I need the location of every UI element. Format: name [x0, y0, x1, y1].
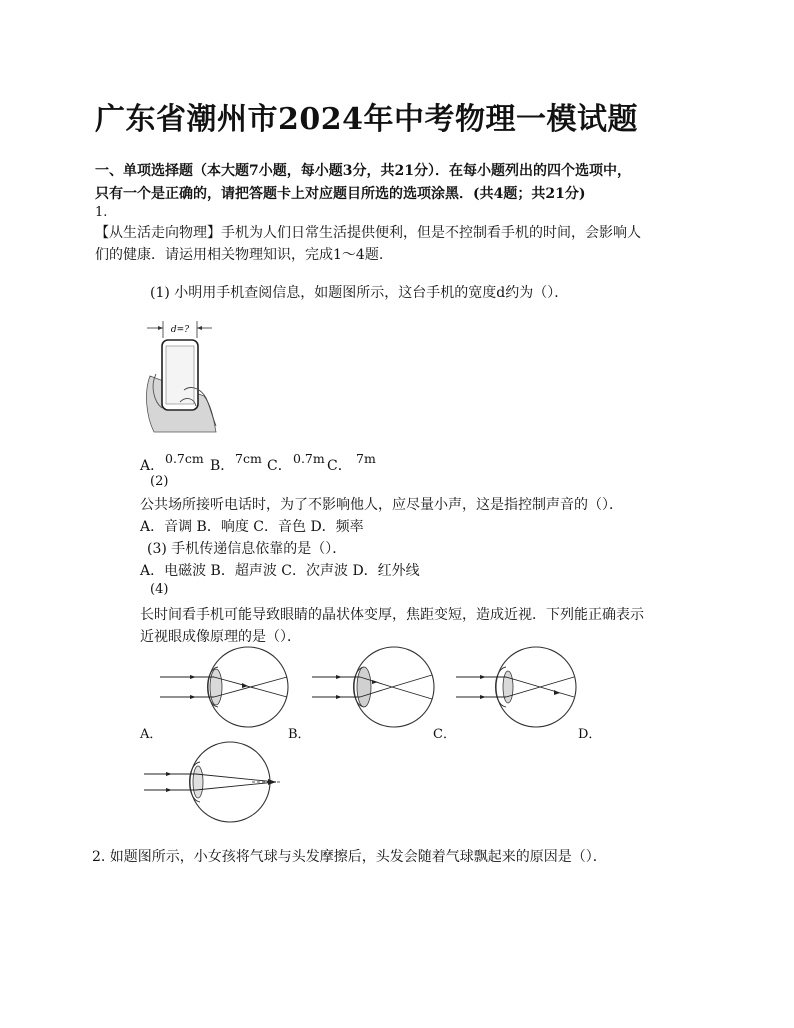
sub-question-3-stem: (3) 手机传递信息依靠的是（）． [147, 541, 347, 557]
eye-diagram-a [160, 645, 290, 730]
sub-question-1-stem: (1) 小明用手机查阅信息，如题图所示，这台手机的宽度d约为（）． [150, 285, 569, 301]
question-1-number: 1. [95, 205, 108, 220]
sub-question-4-stem-line-2: 近视眼成像原理的是（）． [140, 629, 301, 645]
sub-question-2-options: A．音调 B．响度 C．音色 D．频率 [140, 519, 364, 535]
eye-diagram-d [140, 740, 285, 825]
option-d-letter: C． [327, 458, 352, 474]
eye-option-d-label: D． [578, 727, 602, 742]
sub-question-3-options: A．电磁波 B．超声波 C．次声波 D．红外线 [140, 563, 420, 579]
section-heading-line-1: 一、单项选择题（本大题7小题，每小题3分，共21分）．在每小题列出的四个选项中， [95, 163, 631, 179]
eye-option-a-label: A． [140, 727, 163, 742]
option-c-value: 0.7m [293, 451, 325, 466]
page-title: 广东省潮州市2024年中考物理一模试题 [95, 102, 638, 137]
eye-option-b-label: B． [288, 727, 311, 742]
sub-question-2-number: (2) [150, 474, 169, 489]
option-d-value: 7m [356, 451, 376, 466]
question-1-intro-line-2: 们的健康．请运用相关物理知识，完成1～4题. [95, 247, 384, 263]
question-1-intro-line-1: 【从生活走向物理】手机为人们日常生活提供便利，但是不控制看手机的时间，会影响人 [95, 225, 641, 241]
option-b-letter: B． [210, 458, 235, 474]
sub-question-2-stem: 公共场所接听电话时，为了不影响他人，应尽量小声，这是指控制声音的（）． [140, 497, 623, 513]
eye-option-c-label: C． [433, 727, 456, 742]
sub-question-4-number: (4) [150, 582, 169, 597]
eye-diagram-b [312, 645, 442, 730]
option-c-letter: C． [267, 458, 292, 474]
option-a-value: 0.7cm [165, 451, 204, 466]
option-b-value: 7cm [235, 451, 262, 466]
option-a-letter: A． [140, 458, 165, 474]
width-d-label: d=? [170, 325, 190, 335]
section-heading-line-2: 只有一个是正确的，请把答题卡上对应题目所选的选项涂黑．(共4题；共21分) [95, 186, 586, 202]
eye-diagram-c [456, 645, 586, 730]
phone-width-figure [140, 316, 222, 436]
question-2-stem: 2. 如题图所示，小女孩将气球与头发摩擦后，头发会随着气球飘起来的原因是（）． [92, 849, 607, 865]
sub-question-4-stem-line-1: 长时间看手机可能导致眼睛的晶状体变厚，焦距变短，造成近视．下列能正确表示 [140, 607, 644, 623]
